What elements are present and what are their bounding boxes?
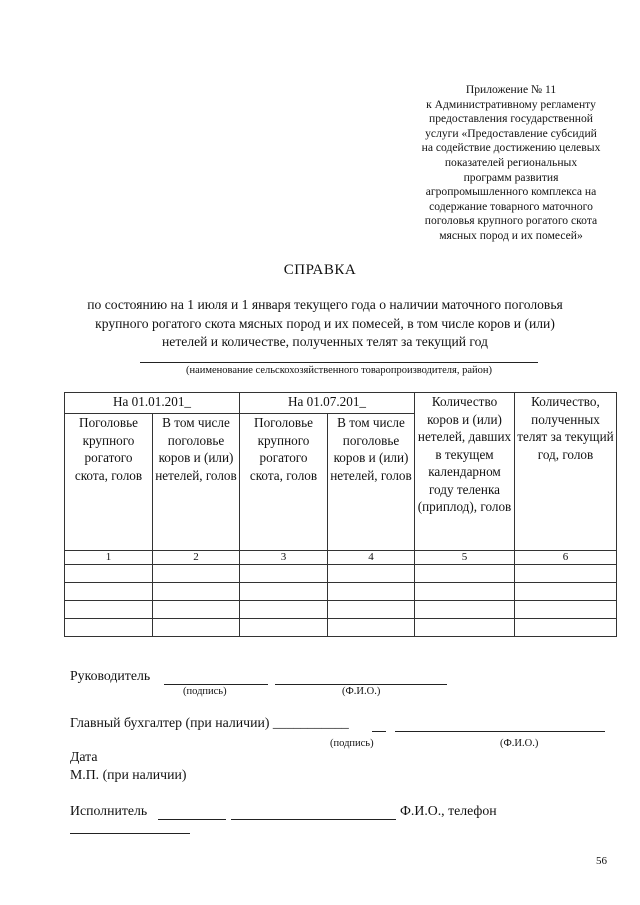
- producer-name-field[interactable]: [140, 362, 538, 363]
- table-cell[interactable]: [415, 565, 515, 583]
- head-name-caption: (Ф.И.О.): [342, 686, 381, 697]
- subtitle-line: крупного рогатого скота мясных пород и их помесей, в том числе коров и (или): [95, 315, 555, 331]
- head-label: Руководитель: [70, 668, 151, 683]
- appendix-line: услуги «Предоставление субсидий: [425, 126, 597, 140]
- accountant-signature-tail[interactable]: [372, 731, 386, 732]
- executor-signature-field[interactable]: [158, 819, 226, 820]
- head-signature-caption: (подпись): [183, 686, 227, 697]
- subtitle-line: по состоянию на 1 июля и 1 января текущего года о наличии маточного поголовья: [87, 297, 563, 312]
- accountant-name-caption: (Ф.И.О.): [500, 738, 539, 749]
- table-cell[interactable]: [328, 565, 415, 583]
- table-cell[interactable]: [153, 565, 240, 583]
- appendix-line: Приложение № 11: [465, 83, 557, 96]
- head-name-field[interactable]: [275, 684, 447, 685]
- table-cell[interactable]: [240, 583, 328, 601]
- appendix-line: предоставления государственной: [429, 112, 593, 126]
- executor-fio-label: Ф.И.О., телефон: [400, 803, 497, 818]
- column-number: 6: [515, 551, 617, 565]
- executor-phone-field[interactable]: [70, 833, 190, 834]
- accountant-label: [70, 715, 349, 731]
- header-calving-count: Количество коров и (или) нетелей, давших в текущем календарном году теленка (приплод), голов: [415, 393, 515, 551]
- header-date-jan: На 01.01.201_: [65, 393, 240, 414]
- header-cows-jan: В том числе поголовье коров и (или) нетелей, голов: [153, 414, 240, 551]
- table-row: [65, 601, 617, 619]
- livestock-table: [64, 392, 617, 637]
- table-cell[interactable]: [515, 601, 617, 619]
- table-row: [65, 565, 617, 583]
- table-cell[interactable]: [65, 619, 153, 637]
- column-number: 1: [65, 551, 153, 565]
- appendix-line: мясных пород и их помесей»: [439, 228, 583, 242]
- accountant-label-text: Главный бухгалтер (при наличии): [70, 715, 270, 730]
- column-number: 3: [240, 551, 328, 565]
- header-livestock-jul: Поголовье крупного рогатого скота, голов: [240, 414, 328, 551]
- table-cell[interactable]: [415, 601, 515, 619]
- appendix-line: на содействие достижению целевых: [421, 141, 601, 155]
- table-row: [65, 583, 617, 601]
- header-livestock-jan: Поголовье крупного рогатого скота, голов: [65, 414, 153, 551]
- accountant-signature-field[interactable]: ___________: [272, 715, 349, 730]
- table-cell[interactable]: [515, 583, 617, 601]
- table-cell[interactable]: [415, 619, 515, 637]
- accountant-signature-caption: (подпись): [330, 738, 374, 749]
- accountant-name-field[interactable]: [395, 731, 605, 732]
- table-row: [65, 619, 617, 637]
- table-cell[interactable]: [240, 619, 328, 637]
- appendix-line: агропромышленного комплекса на: [425, 185, 597, 199]
- page-number: 56: [596, 855, 607, 867]
- table-cell[interactable]: [65, 583, 153, 601]
- head-signature-field[interactable]: [164, 684, 268, 685]
- appendix-line: программ развития: [463, 170, 559, 184]
- table-cell[interactable]: [328, 619, 415, 637]
- document-subtitle: [60, 296, 590, 352]
- table-cell[interactable]: [153, 619, 240, 637]
- stamp-label: М.П. (при наличии): [70, 767, 187, 782]
- appendix-line: содержание товарного маточного: [429, 199, 593, 213]
- date-label: Дата: [70, 749, 98, 764]
- executor-label: Исполнитель: [70, 803, 148, 818]
- table-cell[interactable]: [153, 583, 240, 601]
- table-cell[interactable]: [515, 565, 617, 583]
- table-cell[interactable]: [240, 601, 328, 619]
- column-number: 4: [328, 551, 415, 565]
- table-cell[interactable]: [153, 601, 240, 619]
- header-date-jul: На 01.07.201_: [240, 393, 415, 414]
- header-calves-count: Количество, полученных телят за текущий год, голов: [515, 393, 617, 551]
- appendix-note: [395, 83, 627, 244]
- subtitle-line: нетелей и количестве, полученных телят за текущий год: [162, 334, 488, 349]
- executor-name-field[interactable]: [231, 819, 396, 820]
- document-title: СПРАВКА: [283, 262, 357, 278]
- header-cows-jul: В том числе поголовье коров и (или) нетелей, голов: [328, 414, 415, 551]
- column-number: 5: [415, 551, 515, 565]
- table-cell[interactable]: [65, 601, 153, 619]
- appendix-line: к Административному регламенту: [426, 97, 596, 111]
- appendix-line: поголовья крупного рогатого скота: [424, 214, 598, 228]
- table-cell[interactable]: [415, 583, 515, 601]
- table-cell[interactable]: [65, 565, 153, 583]
- table-cell[interactable]: [240, 565, 328, 583]
- table-cell[interactable]: [328, 583, 415, 601]
- table-cell[interactable]: [328, 601, 415, 619]
- appendix-line: показателей региональных: [444, 155, 578, 169]
- producer-name-caption: (наименование сельскохозяйственного товаропроизводителя, район): [185, 365, 492, 376]
- table-cell[interactable]: [515, 619, 617, 637]
- column-number: 2: [153, 551, 240, 565]
